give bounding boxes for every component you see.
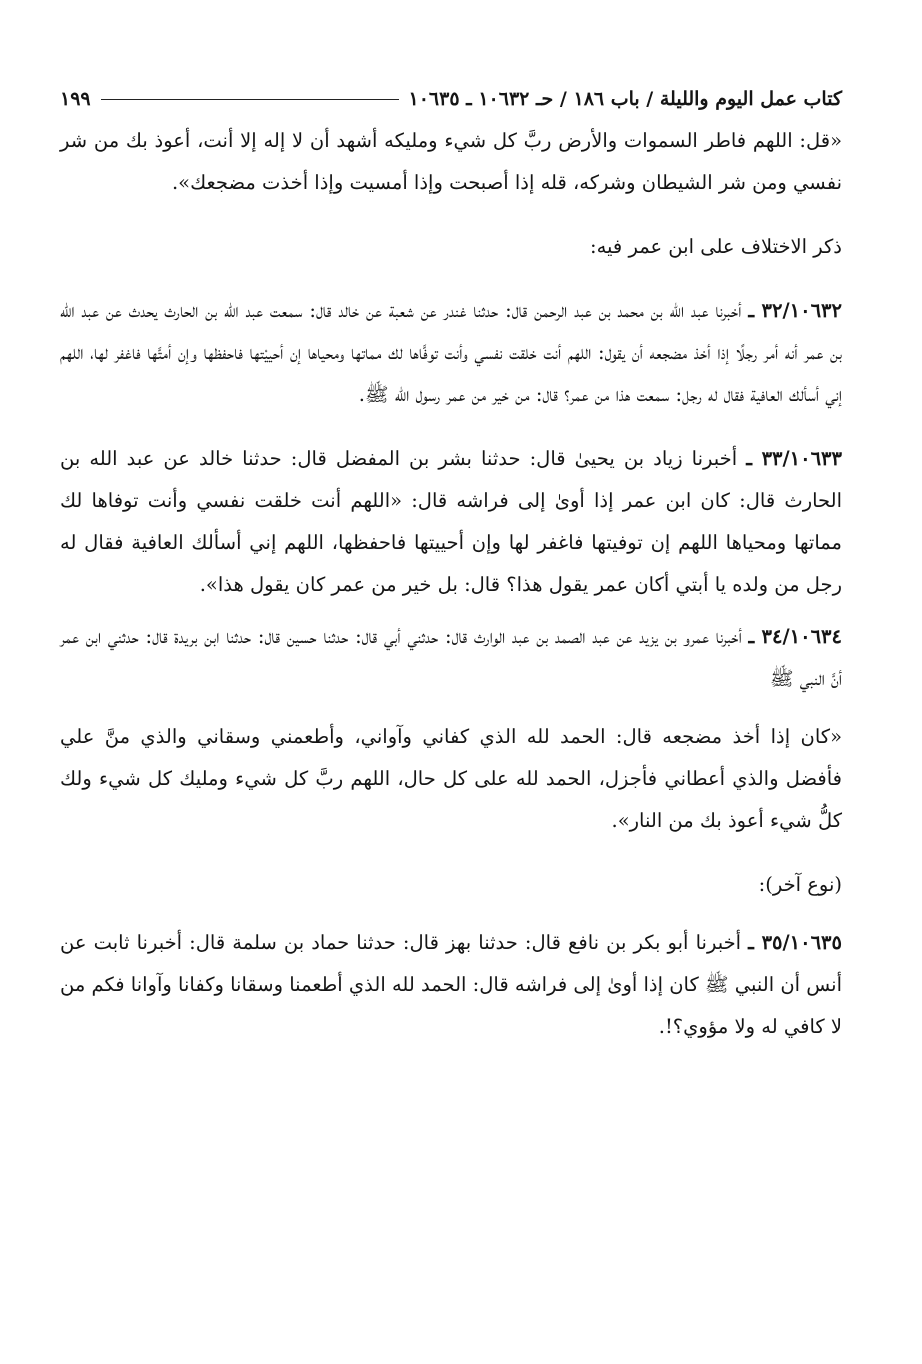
running-header (60, 78, 842, 120)
paragraph-du-a-continuation (60, 120, 842, 204)
paragraph-subheading (60, 864, 842, 906)
hadith-10634 (60, 616, 842, 700)
paragraph-text: أخبرنا عمرو بن يزيد عن عبد الصمد بن عبد الوارث قال: حدثني أبي قال: حدثنا حسين قال: حدثنا ابن بريدة قال: حدثني ابن عمر أنَّ النبي ﷺ (60, 625, 842, 690)
paragraph-text: (نوع آخر): (758, 873, 842, 896)
paragraph-text: «قل: اللهم فاطر السموات والأرض ربَّ كل شيء ومليكه أشهد أن لا إله إلا أنت، أعوذ بك من شر نفسي ومن شر الشيطان وشركه، قله إذا أصبحت وإذا أمسيت وإذا أخذت مضجعك». (60, 129, 842, 194)
paragraph-text: ذكر الاختلاف على ابن عمر فيه: (590, 235, 842, 258)
header-rule (101, 99, 399, 100)
paragraph-text: أخبرنا زياد بن يحيىٰ قال: حدثنا بشر بن المفضل قال: حدثنا خالد عن عبد الله بن الحارث قال: كان ابن عمر إذا أوىٰ إلى فراشه قال: «اللهم أنت خلقت نفسي وأنت توفاها لك مماتها ومحياها اللهم إن توفيتها فاغفر لها وإن أحييتها فاحفظها، اللهم إني أسألك العافية فقال له رجل من ولده يا أبتي أكان عمر يقول هذا؟ قال: بل خير من عمر كان يقول هذا». (60, 447, 842, 596)
header-title: كتاب عمل اليوم والليلة / باب ١٨٦ / حـ ١٠٦٣٢ ـ ١٠٦٣٥ (408, 88, 842, 110)
hadith-number: ٣٢/١٠٦٣٢ ـ (748, 299, 842, 322)
paragraph-text: أخبرنا أبو بكر بن نافع قال: حدثنا بهز قال: حدثنا حماد بن سلمة قال: أخبرنا ثابت عن أنس أن النبي ﷺ كان إذا أوىٰ إلى فراشه قال: الحمد لله الذي أطعمنا وسقانا وكفانا وآوانا فكم من لا كافي له ولا مؤوي؟!. (60, 931, 842, 1038)
paragraph-section-note (60, 226, 842, 268)
hadith-number: ٣٤/١٠٦٣٤ ـ (748, 625, 842, 648)
hadith-10632 (60, 290, 842, 416)
hadith-number: ٣٥/١٠٦٣٥ ـ (748, 931, 842, 954)
page-number: ١٩٩ (60, 88, 91, 110)
paragraph-text: أخبرنا عبد الله بن محمد بن عبد الرحمن قال: حدثنا غندر عن شعبة عن خالد قال: سمعت عبد الله بن الحارث يحدث عن عبد الله بن عمر أنه أمر رجلًا إذا أخذ مضجعه أن يقول: اللهم أنت خلقت نفسي وأنت توفَّاها لك مماتها ومحياها إن أحييْتها فاحفظها وإن أمتَّها فاغفر لها، اللهم إني أسألك العافية فقال له رجل: سمعت هذا من عمر؟ قال: من خير من عمر رسول الله ﷺ. (60, 299, 842, 406)
paragraph-text: «كان إذا أخذ مضجعه قال: الحمد لله الذي كفاني وآواني، وأطعمني وسقاني والذي منَّ علي فأفضل والذي أعطاني فأجزل، الحمد لله على كل حال، اللهم ربَّ كل شيء ومليك كل شيء ولك كلُّ شيء أعوذ بك من النار». (60, 725, 842, 832)
hadith-number: ٣٣/١٠٦٣٣ ـ (746, 447, 842, 470)
book-page (60, 78, 842, 1048)
hadith-10635 (60, 922, 842, 1048)
hadith-10633 (60, 438, 842, 606)
paragraph-hadith-matn (60, 716, 842, 842)
